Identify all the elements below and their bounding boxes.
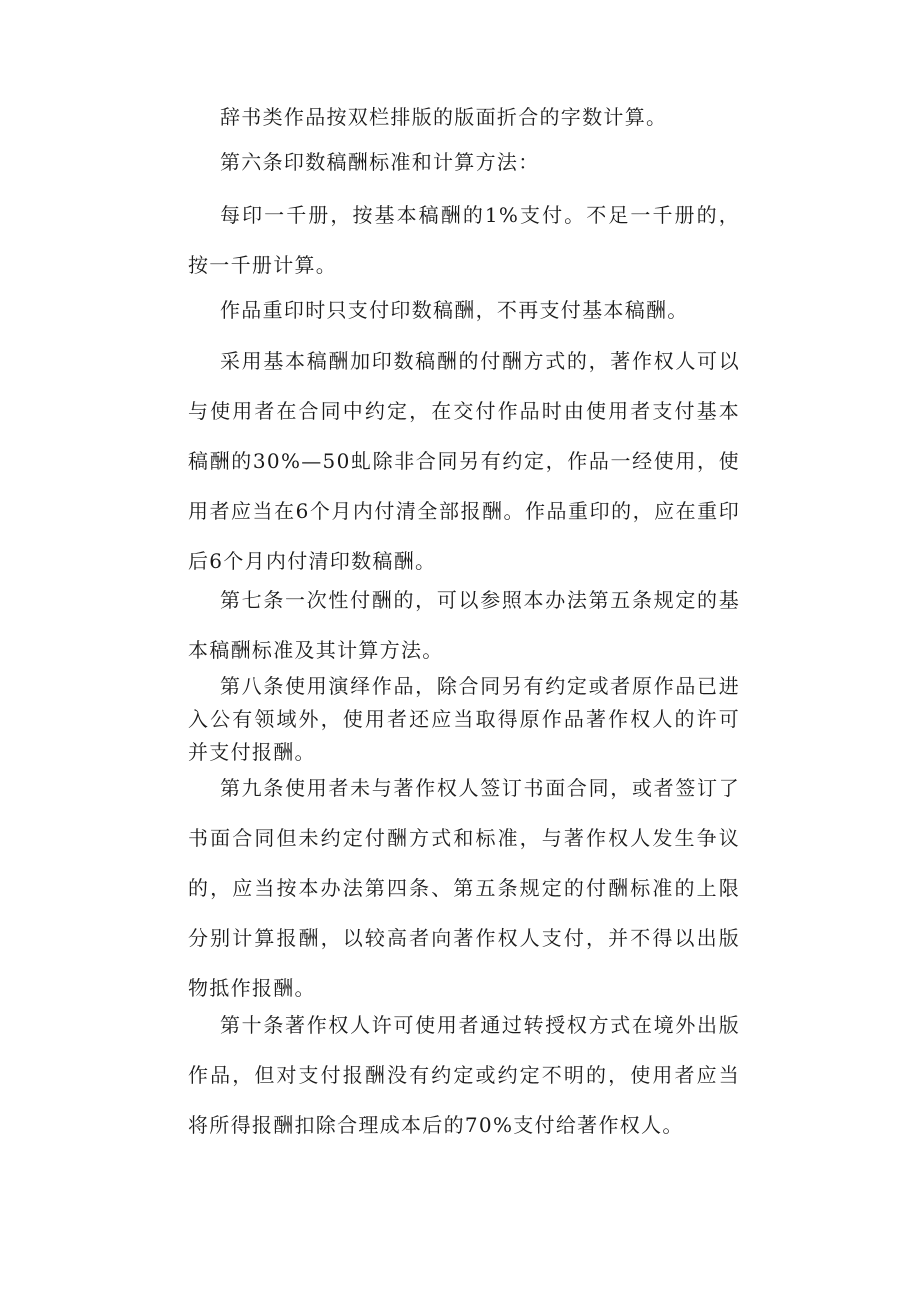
paragraph-dictionary-word-count: 辞书类作品按双栏排版的版面折合的字数计算。: [220, 105, 668, 129]
paragraph-print-royalty-rate: 每印一千册，按基本稿酬的1%支付。不足一千册的，按一千册计算。: [188, 203, 740, 277]
paragraph-article-7: 第七条一次性付酬的，可以参照本办法第五条规定的基本稿酬标准及其计算方法。: [188, 588, 740, 662]
paragraph-article-6-title: 第六条印数稿酬标准和计算方法：: [220, 150, 540, 174]
paragraph-article-8: 第八条使用演绎作品，除合同另有约定或者原作品已进入公有领域外，使用者还应当取得原作品著作权人的许可并支付报酬。: [188, 674, 740, 764]
paragraph-combined-payment: 采用基本稿酬加印数稿酬的付酬方式的，著作权人可以与使用者在合同中约定，在交付作品时由使用者支付基本稿酬的30%—50虬除非合同另有约定，作品一经使用，使用者应当在6个月内付清全部报酬。作品重印的，应在重印后6个月内付清印数稿酬。: [188, 349, 740, 573]
paragraph-reprint-payment: 作品重印时只支付印数稿酬，不再支付基本稿酬。: [220, 298, 689, 322]
paragraph-article-9: 第九条使用者未与著作权人签订书面合同，或者签订了书面合同但未约定付酬方式和标准，与著作权人发生争议的，应当按本办法第四条、第五条规定的付酬标准的上限分别计算报酬，以较高者向著作权人支付，并不得以出版物抵作报酬。: [188, 776, 740, 1000]
paragraph-article-10: 第十条著作权人许可使用者通过转授权方式在境外出版作品，但对支付报酬没有约定或约定不明的，使用者应当将所得报酬扣除合理成本后的70%支付给著作权人。: [188, 1013, 740, 1137]
